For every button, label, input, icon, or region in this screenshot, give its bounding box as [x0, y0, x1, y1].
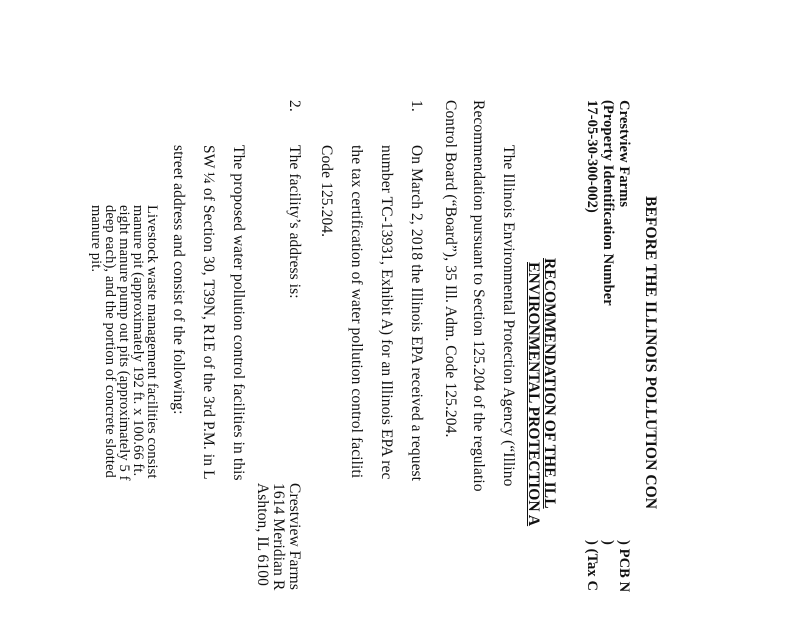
facilities-line-5: manure pit. — [88, 205, 104, 273]
title-line-1: RECOMMENDATION OF THE ILL — [541, 258, 558, 509]
caption-party-name: Crestview Farms — [616, 100, 632, 208]
facility-address-city: Ashton, IL 6100 — [254, 483, 271, 586]
description-line-3: street address and consist of the following: — [170, 145, 187, 415]
intro-line-1: The Illinois Environmental Protection Agency (“Illino — [500, 145, 517, 487]
intro-line-3: Control Board (“Board”), 35 Ill. Adm. Code 125.204. — [442, 100, 459, 438]
description-line-2: SW ¼ of Section 30, T39N, R1E of the 3rd P.M. in L — [200, 145, 217, 480]
item-1-line-1: On March 2, 2018 the Illinois EPA received a request — [408, 145, 425, 482]
facilities-line-3: eight manure pump out pits (approximately 5 f — [116, 205, 132, 481]
title-line-2: ENVIRONMENTAL PROTECTION A — [525, 262, 542, 527]
facilities-line-4: deep each), and the portion of concrete slotted — [102, 205, 118, 478]
item-1-line-3: the tax certification of water pollution control faciliti — [348, 145, 365, 479]
caption-tax-certification: ) (Tax C — [584, 540, 600, 592]
item-2-line: The facility’s address is: — [286, 145, 303, 299]
item-1-number: 1. — [408, 100, 425, 112]
facility-address-street: 1614 Meridian R — [270, 483, 287, 591]
item-1-line-4: Code 125.204. — [318, 145, 335, 238]
facilities-line-1: Livestock waste management facilities consist — [144, 205, 160, 479]
description-line-1: The proposed water pollution control facilities in this — [230, 145, 247, 481]
facilities-line-2: manure pit (approximately 192 ft. x 100.66 ft. — [130, 205, 146, 477]
caption-case-number: ) PCB N — [616, 540, 632, 593]
intro-line-2: Recommendation pursuant to Section 125.204 of the regulatio — [470, 100, 487, 492]
facility-address-name: Crestview Farms — [286, 483, 303, 590]
item-2-number: 2. — [286, 100, 303, 112]
item-1-line-2: number TC-13931, Exhibit A) for an Illinois EPA rec — [378, 145, 395, 480]
caption-property-number: 17-05-30-300-002) — [584, 100, 600, 213]
document-heading: BEFORE THE ILLINOIS POLLUTION CON — [642, 196, 659, 510]
caption-property-label: (Property Identification Number — [600, 100, 616, 306]
caption-bracket: ) — [600, 540, 616, 545]
